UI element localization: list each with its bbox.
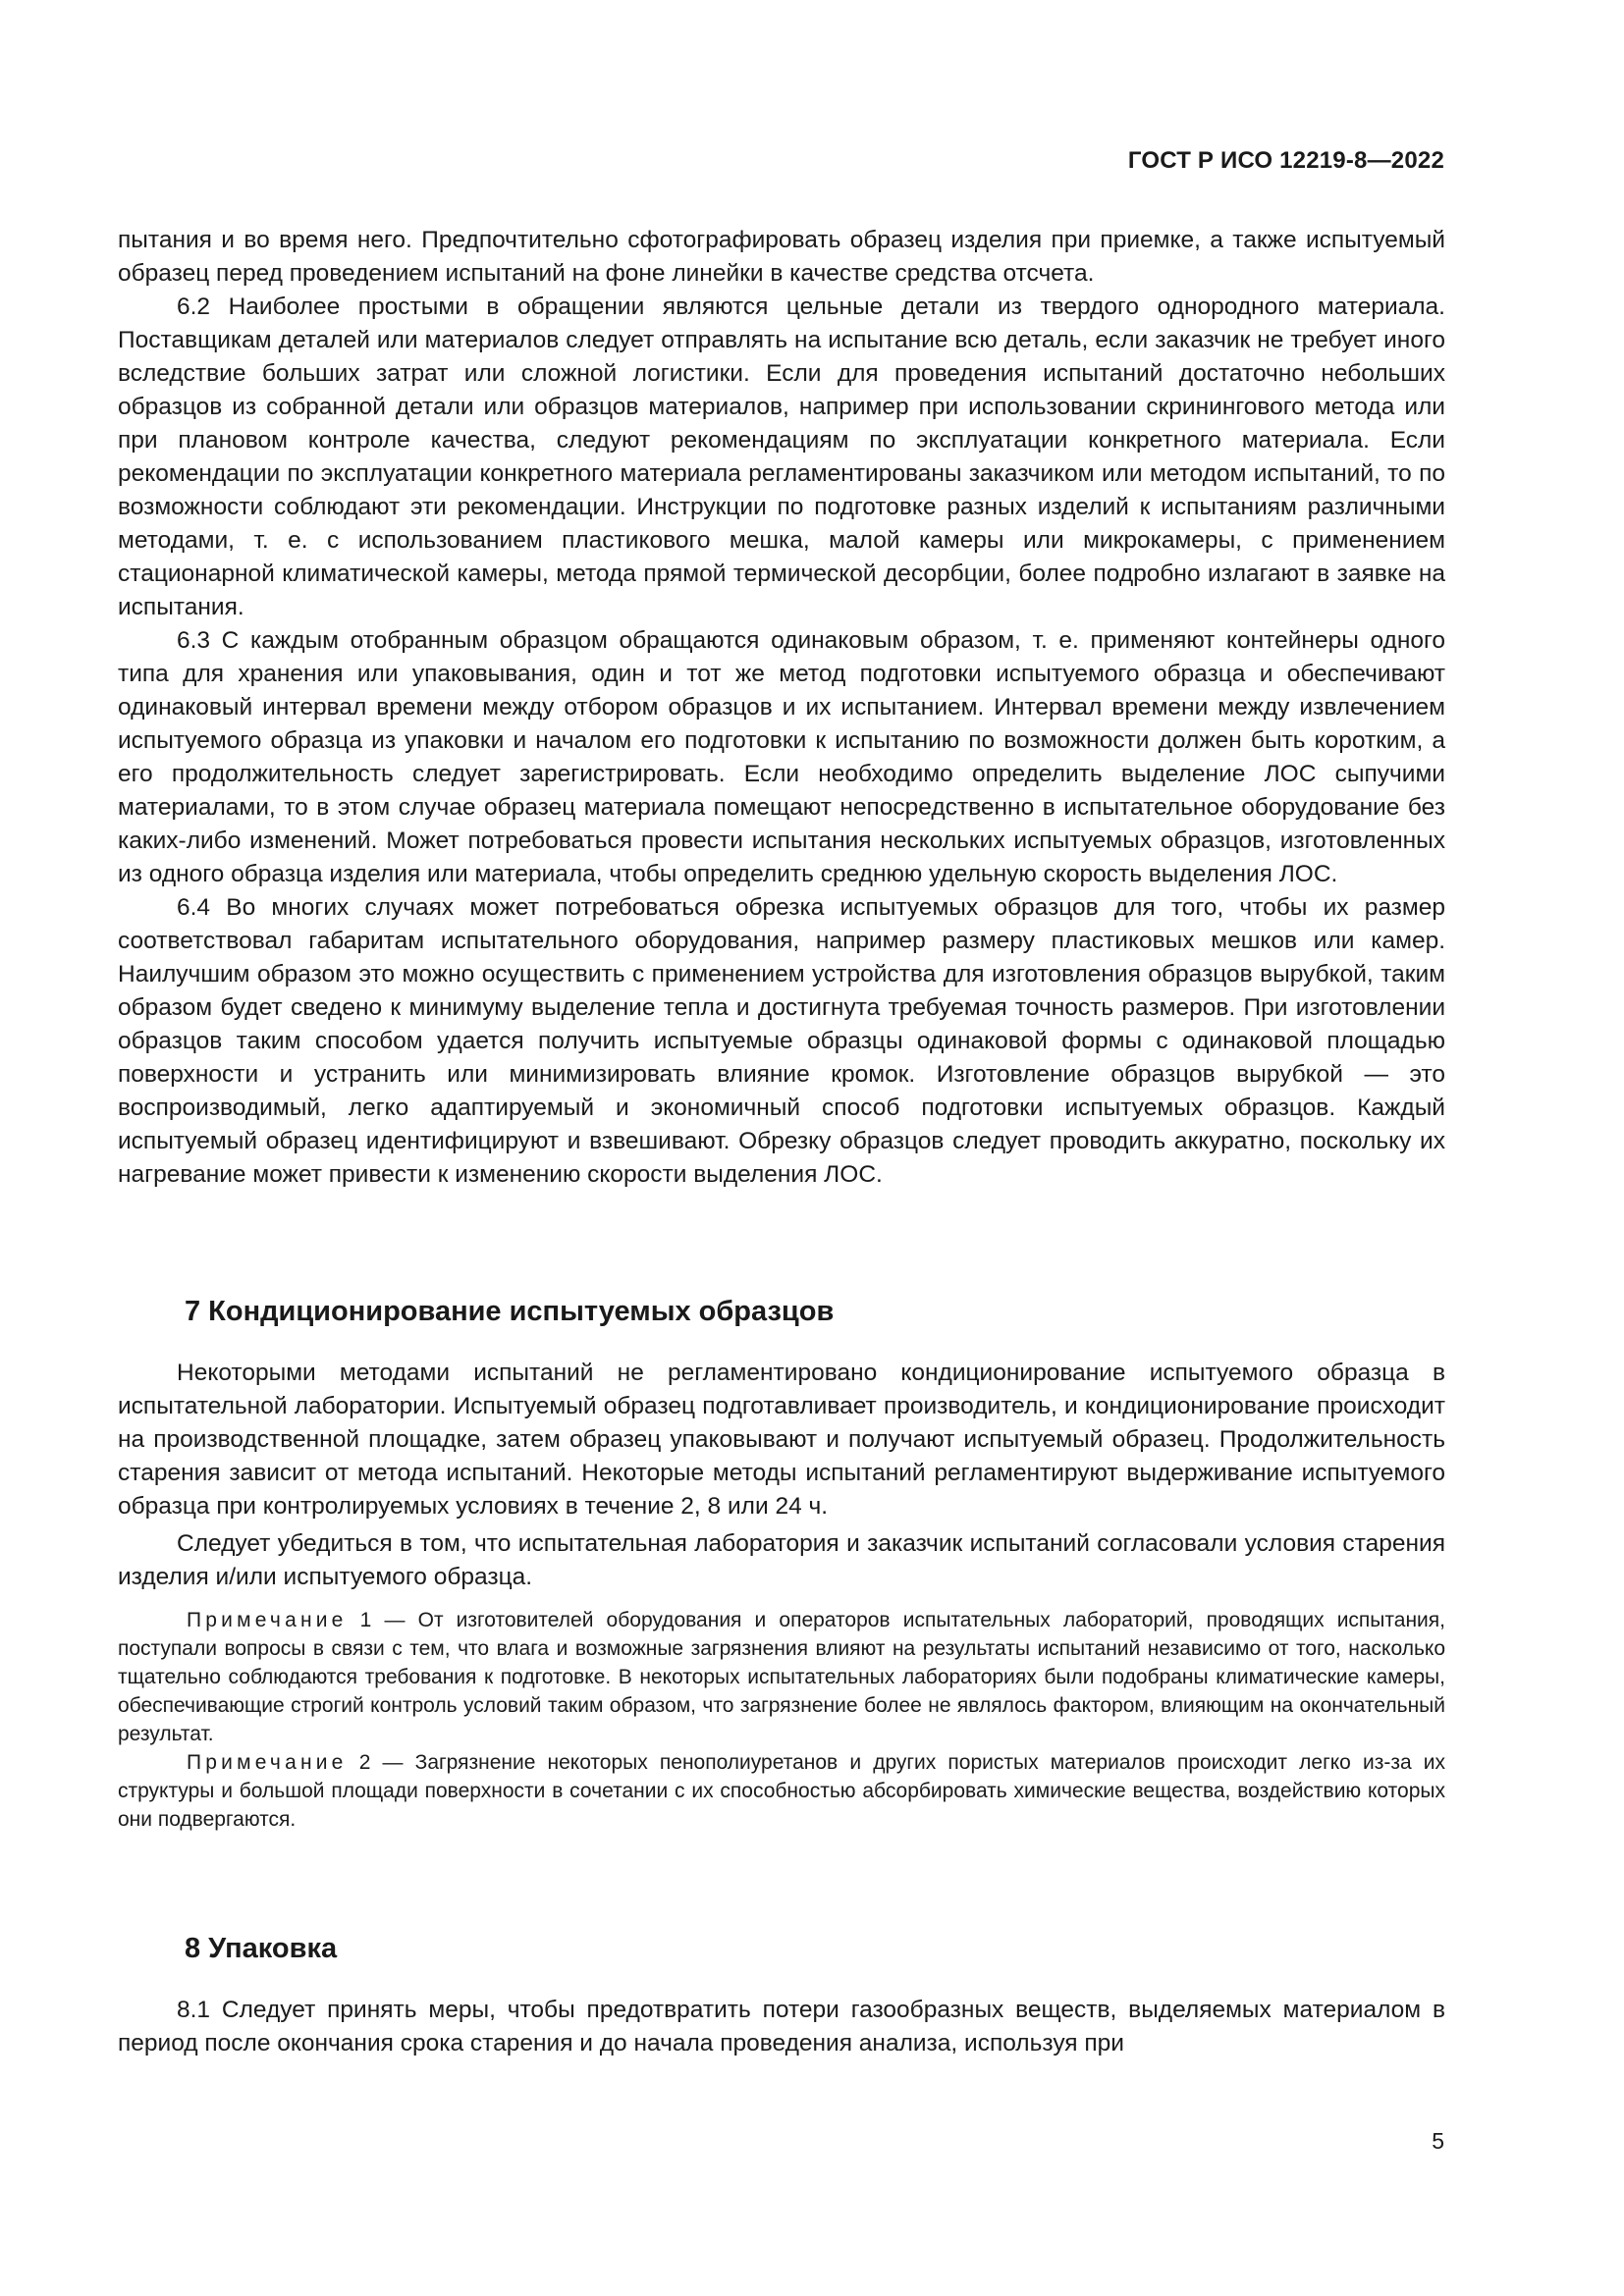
document-header: ГОСТ Р ИСО 12219-8—2022 [1127,147,1444,174]
note-2-label: Примечание [187,1751,348,1774]
paragraph-7-1: Некоторыми методами испытаний не регламентировано кондиционирование испытуемого образца в испытательной лаборатории. Испытуемый образец подготавливает производитель, и кондиционирование происходит на производственной площадке, затем образец упаковывают и получают испытуемый образец. Продолжительность старения зависит от метода испытаний. Некоторые методы испытаний регламентируют выдерживание испытуемого образца при контролируемых условиях в течение 2, 8 или 24 ч. [118,1360,1445,1520]
section-6-body [118,224,1445,1192]
note-1 [118,1606,1445,1748]
section-7-body [118,1357,1445,1834]
paragraph-6-3: 6.3 С каждым отобранным образцом обращаются одинаковым образом, т. е. применяют контейнеры одного типа для хранения или упаковывания, один и тот же метод подготовки испытуемого образца и обеспечивают одинаковый интервал времени между отбором образцов и их испытанием. Интервал времени между извлечением испытуемого образца из упаковки и началом его подготовки к испытанию по возможности должен быть коротким, а его продолжительность следует зарегистрировать. Если необходимо определить выделение ЛОС сыпучими материалами, то в этом случае образец материала помещают непосредственно в испытательное оборудование без каких-либо изменений. Может потребоваться провести испытания нескольких испытуемых образцов, изготовленных из одного образца изделия или материала, чтобы определить среднюю удельную скорость выделения ЛОС. [118,627,1445,887]
paragraph-6-2: 6.2 Наиболее простыми в обращении являются цельные детали из твердого однородного материала. Поставщикам деталей или материалов следует отправлять на испытание всю деталь, если заказчик не требует иного вследствие больших затрат или сложной логистики. Если для проведения испытаний достаточно небольших образцов из собранной детали или образцов материалов, например при использовании скринингового метода или при плановом контроле качества, следуют рекомендациям по эксплуатации конкретного материала. Если рекомендации по эксплуатации конкретного материала регламентированы заказчиком или методом испытаний, то по возможности соблюдают эти рекомендации. Инструкции по подготовке разных изделий к испытаниям различными методами, т. е. с использованием пластикового мешка, малой камеры или микрокамеры, с применением стационарной климатической камеры, метода прямой термической десорбции, более подробно излагают в заявке на испытания. [118,294,1445,620]
note-1-label: Примечание [187,1609,348,1631]
note-2-text: 2 — Загрязнение некоторых пенополиуретанов и других пористых материалов происходит легко из-за их структуры и большой площади поверхности в сочетании с их способностью абсорбировать химические вещества, воздействию которых они подвергаются. [118,1751,1445,1831]
section-8-title: 8 Упаковка [185,1933,338,1964]
section-7-title: 7 Кондиционирование испытуемых образцов [185,1296,835,1327]
paragraph-8-1: 8.1 Следует принять меры, чтобы предотвратить потери газообразных веществ, выделяемых материалом в период после окончания срока старения и до начала проведения анализа, используя при [118,1997,1445,2056]
section-8-body [118,1994,1445,2060]
paragraph-6-4: 6.4 Во многих случаях может потребоваться обрезка испытуемых образцов для того, чтобы их размер соответствовал габаритам испытательного оборудования, например размеру пластиковых мешков или камер. Наилучшим образом это можно осуществить с применением устройства для изготовления образцов вырубкой, таким образом будет сведено к минимуму выделение тепла и достигнута требуемая точность размеров. При изготовлении образцов таким способом удается получить испытуемые образцы одинаковой формы с одинаковой площадью поверхности и устранить или минимизировать влияние кромок. Изготовление образцов вырубкой — это воспроизводимый, легко адаптируемый и экономичный способ подготовки испытуемых образцов. Каждый испытуемый образец идентифицируют и взвешивают. Обрезку образцов следует проводить аккуратно, поскольку их нагревание может привести к изменению скорости выделения ЛОС. [118,894,1445,1188]
note-2 [118,1748,1445,1834]
paragraph-7-2: Следует убедиться в том, что испытательная лаборатория и заказчик испытаний согласовали условия старения изделия и/или испытуемого образца. [118,1530,1445,1590]
continuation-paragraph: пытания и во время него. Предпочтительно сфотографировать образец изделия при приемке, а также испытуемый образец перед проведением испытаний на фоне линейки в качестве средства отсчета. [118,227,1445,287]
note-1-text: 1 — От изготовителей оборудования и операторов испытательных лабораторий, проводящих испытания, поступали вопросы в связи с тем, что влага и возможные загрязнения влияют на результаты испытаний независимо от того, насколько тщательно соблюдаются требования к подготовке. В некоторых испытательных лабораториях были подобраны климатические камеры, обеспечивающие строгий контроль условий таким образом, что загрязнение более не являлось фактором, влияющим на окончательный результат. [118,1609,1445,1745]
page-number: 5 [1432,2128,1444,2154]
